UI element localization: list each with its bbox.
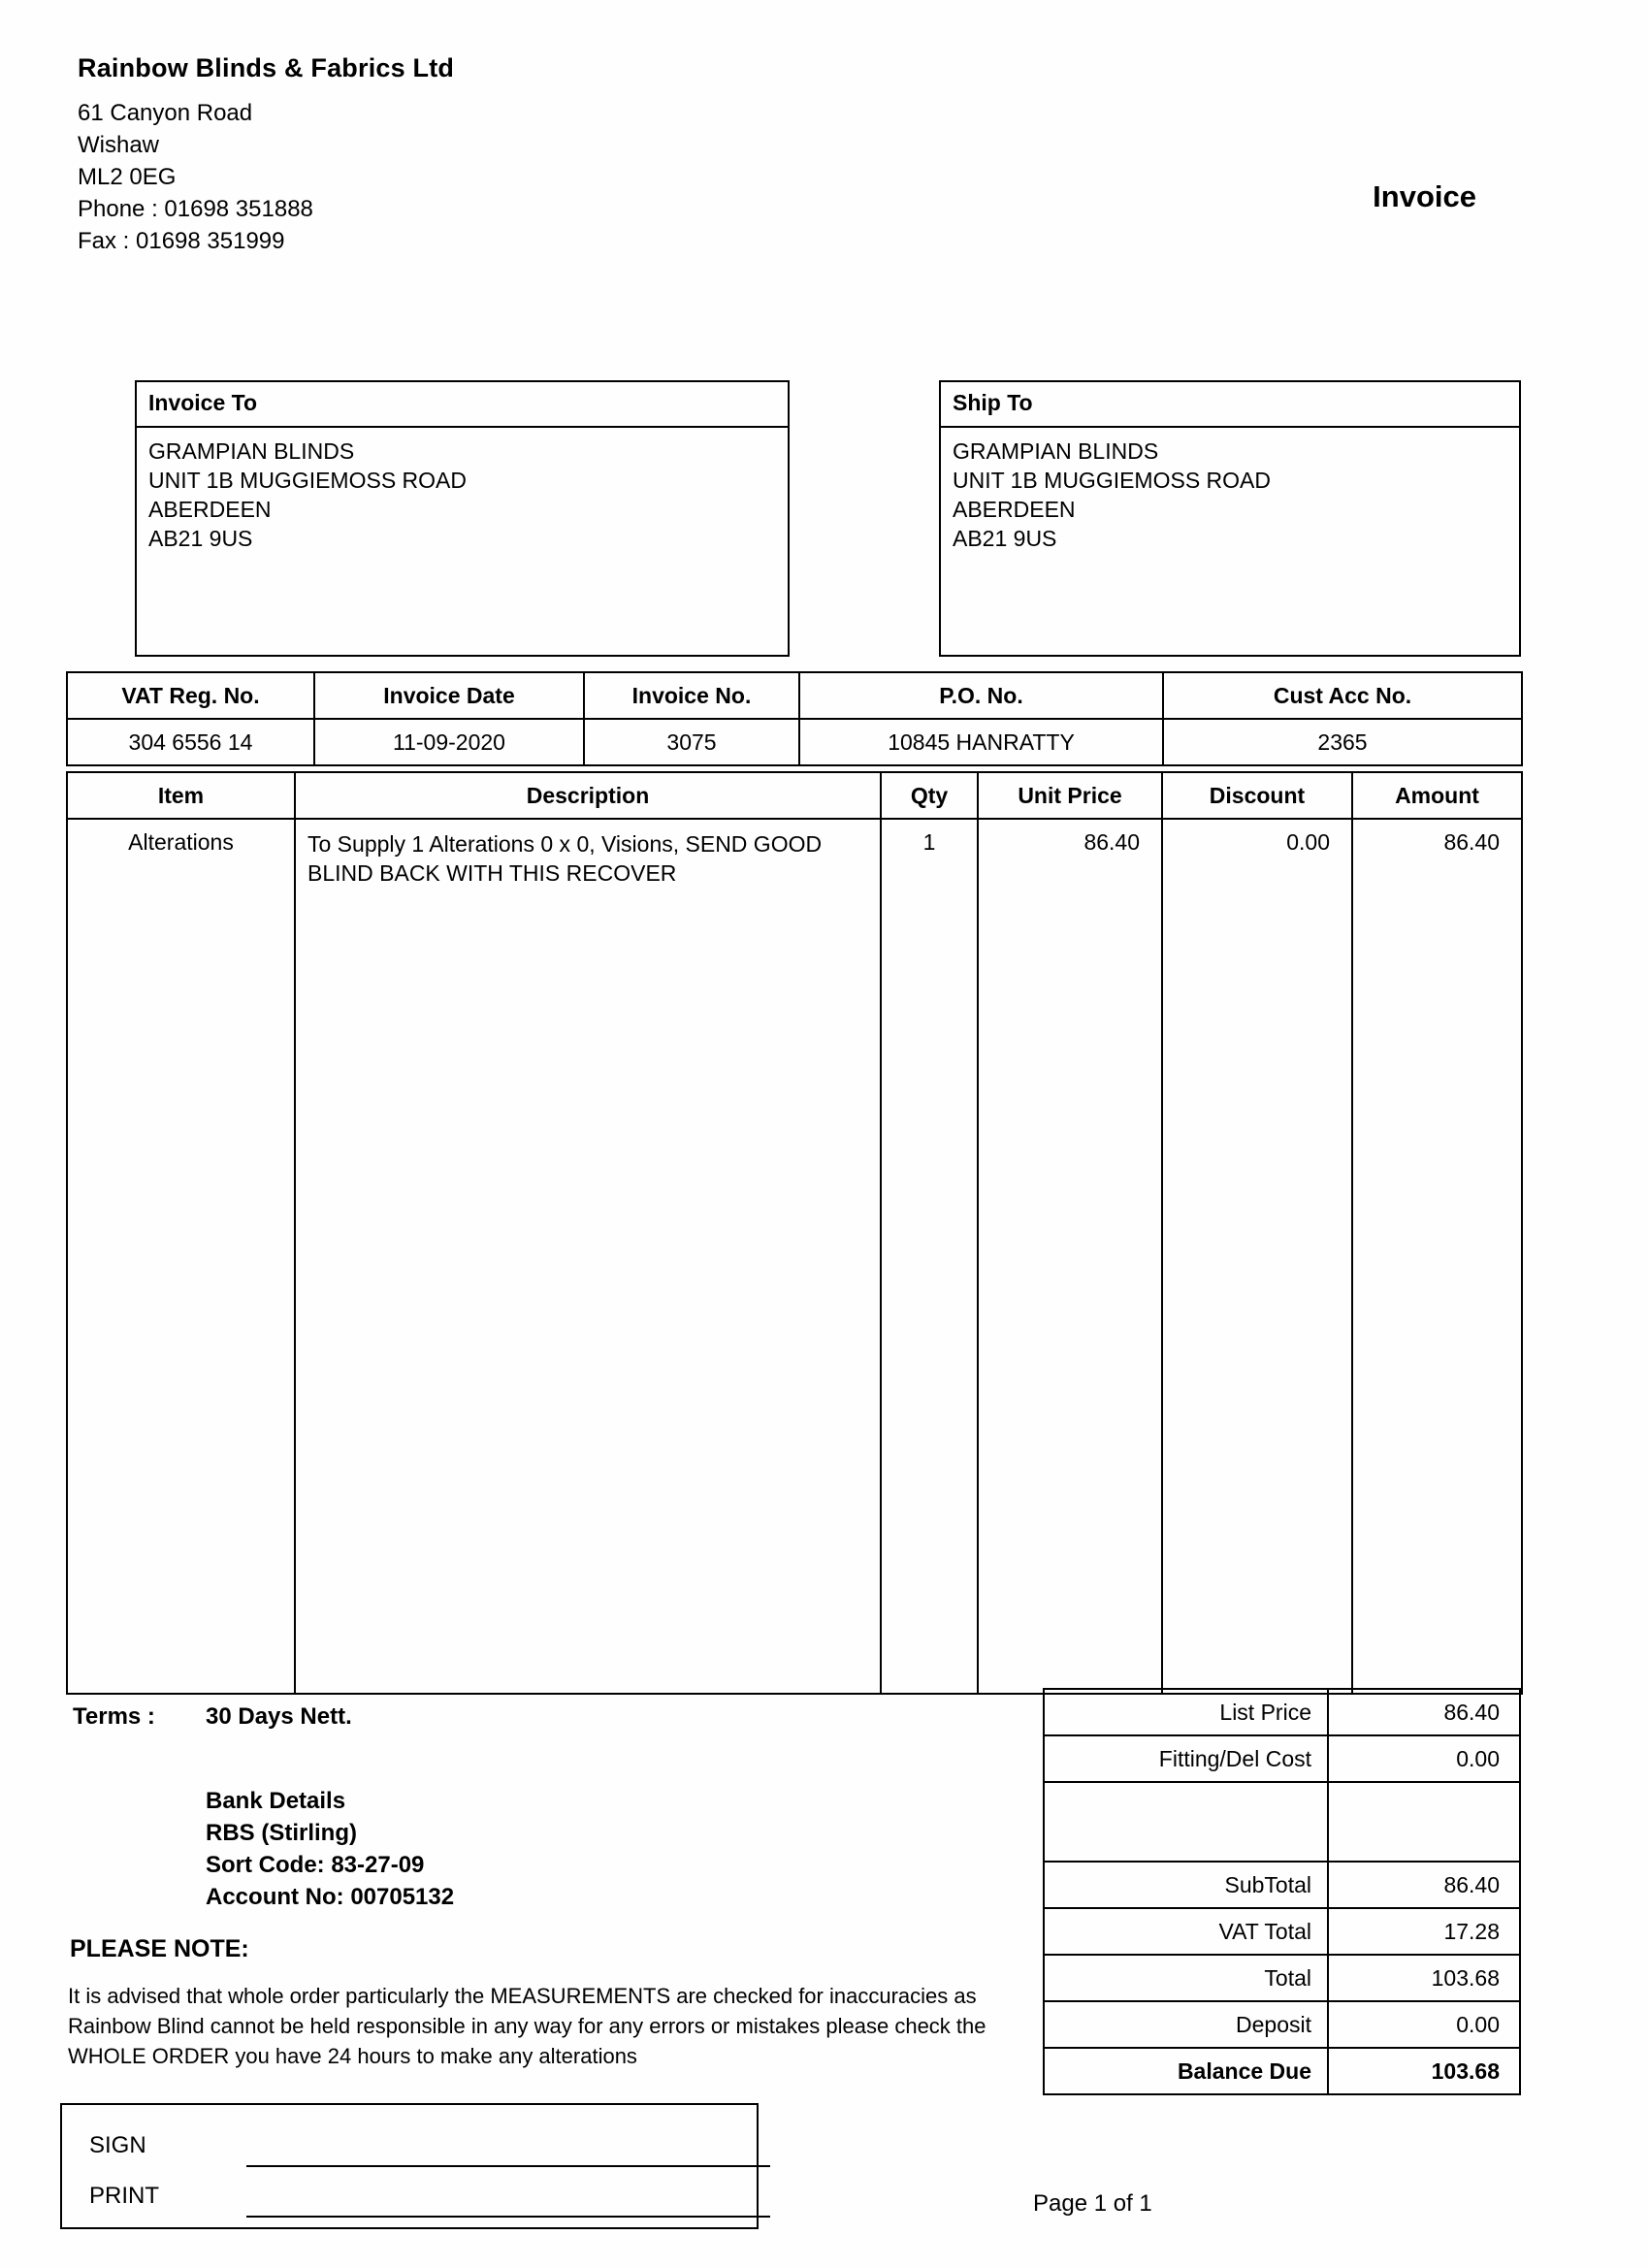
totals-label-list-price: List Price [1044,1689,1328,1735]
signature-box [60,2103,759,2229]
cell-item: Alterations [67,819,295,1694]
ship-to-line-2: UNIT 1B MUGGIEMOSS ROAD [953,468,1272,493]
print-label: PRINT [89,2183,159,2209]
totals-value-fitting-del-cost: 0.00 [1328,1735,1520,1782]
cell-description: To Supply 1 Alterations 0 x 0, Visions, SEND GOOD BLIND BACK WITH THIS RECOVER [295,819,881,1694]
invoice-meta-table [66,671,1523,766]
meta-value-row [67,719,1522,765]
col-header-item: Item [67,772,295,819]
bank-details-title: Bank Details [206,1788,346,1814]
bank-account-no: Account No: 00705132 [206,1884,455,1910]
invoice-to-line-1: GRAMPIAN BLINDS [148,438,355,464]
meta-header-invoice-no: Invoice No. [584,672,799,719]
col-header-unit-price: Unit Price [978,772,1162,819]
meta-header-po-no: P.O. No. [799,672,1163,719]
col-header-qty: Qty [881,772,978,819]
invoice-to-box [135,380,790,657]
company-phone: Phone : 01698 351888 [78,196,313,222]
sign-label: SIGN [89,2132,146,2158]
company-postcode: ML2 0EG [78,164,177,190]
meta-value-cust-acc-no: 2365 [1163,719,1522,765]
cell-unit-price: 86.40 [978,819,1162,1694]
totals-value-vat-total: 17.28 [1328,1908,1520,1955]
totals-spacer-left [1044,1782,1328,1862]
col-header-discount: Discount [1162,772,1352,819]
totals-label-subtotal: SubTotal [1044,1862,1328,1908]
table-row [67,819,1522,1694]
totals-value-total: 103.68 [1328,1955,1520,2001]
terms-value: 30 Days Nett. [206,1703,352,1730]
invoice-to-line-4: AB21 9US [148,526,253,551]
invoice-to-title: Invoice To [137,382,788,428]
line-items-table [66,771,1523,1695]
meta-value-invoice-date: 11-09-2020 [314,719,584,765]
meta-header-vat-reg: VAT Reg. No. [67,672,314,719]
please-note-heading: PLEASE NOTE: [70,1935,249,1962]
bank-details [206,1785,454,1913]
ship-to-box [939,380,1521,657]
totals-label-fitting-del-cost: Fitting/Del Cost [1044,1735,1328,1782]
totals-value-balance-due: 103.68 [1328,2048,1520,2094]
totals-label-total: Total [1044,1955,1328,2001]
meta-header-invoice-date: Invoice Date [314,672,584,719]
totals-row-balance-due [1044,2048,1520,2094]
page-number: Page 1 of 1 [1033,2190,1152,2217]
ship-to-address [941,428,1519,562]
meta-value-vat-reg: 304 6556 14 [67,719,314,765]
totals-label-balance-due: Balance Due [1044,2048,1328,2094]
meta-header-row [67,672,1522,719]
totals-spacer-right [1328,1782,1520,1862]
bank-sort-code: Sort Code: 83-27-09 [206,1852,425,1878]
col-header-description: Description [295,772,881,819]
company-fax: Fax : 01698 351999 [78,228,285,254]
totals-row-subtotal [1044,1862,1520,1908]
totals-row-vat-total [1044,1908,1520,1955]
meta-value-po-no: 10845 HANRATTY [799,719,1163,765]
totals-row-total [1044,1955,1520,2001]
company-header [78,53,757,257]
totals-row-deposit [1044,2001,1520,2048]
invoice-to-line-3: ABERDEEN [148,497,272,522]
print-line[interactable] [246,2216,770,2218]
ship-to-line-1: GRAMPIAN BLINDS [953,438,1159,464]
meta-value-invoice-no: 3075 [584,719,799,765]
totals-value-deposit: 0.00 [1328,2001,1520,2048]
invoice-to-address [137,428,788,562]
sign-line[interactable] [246,2165,770,2167]
meta-header-cust-acc-no: Cust Acc No. [1163,672,1522,719]
totals-row-fitting-del-cost [1044,1735,1520,1782]
totals-row-list-price [1044,1689,1520,1735]
totals-table [1043,1688,1521,2095]
totals-row-spacer [1044,1782,1520,1862]
ship-to-title: Ship To [941,382,1519,428]
line-items-header-row [67,772,1522,819]
invoice-to-line-2: UNIT 1B MUGGIEMOSS ROAD [148,468,468,493]
company-address-line-2: Wishaw [78,132,160,158]
totals-label-vat-total: VAT Total [1044,1908,1328,1955]
terms-label: Terms : [73,1703,155,1730]
ship-to-line-4: AB21 9US [953,526,1057,551]
totals-value-subtotal: 86.40 [1328,1862,1520,1908]
col-header-amount: Amount [1352,772,1522,819]
document-title: Invoice [1373,179,1476,213]
cell-discount: 0.00 [1162,819,1352,1694]
company-name: Rainbow Blinds & Fabrics Ltd [78,53,455,82]
company-address-line-1: 61 Canyon Road [78,100,253,126]
totals-label-deposit: Deposit [1044,2001,1328,2048]
cell-qty: 1 [881,819,978,1694]
please-note-body: It is advised that whole order particularly the MEASUREMENTS are checked for inaccuracies as Rainbow Blind cannot be held responsible in any way for any errors or mistakes please check the WHOLE ORDER you have 24 hours to make any alterations [68,1984,986,2068]
ship-to-line-3: ABERDEEN [953,497,1076,522]
cell-amount: 86.40 [1352,819,1522,1694]
totals-value-list-price: 86.40 [1328,1689,1520,1735]
bank-name: RBS (Stirling) [206,1820,357,1846]
